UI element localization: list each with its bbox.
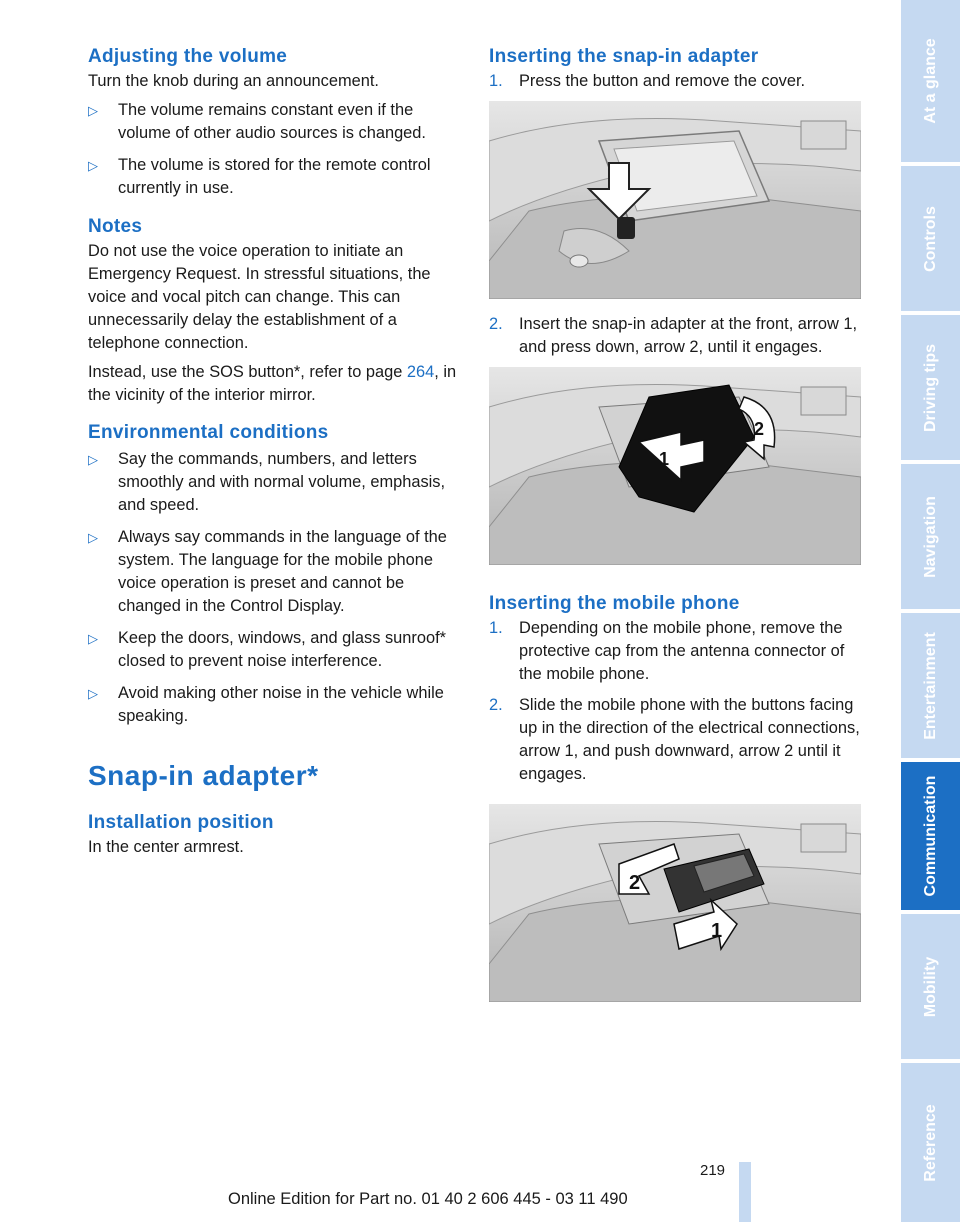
page-link-264[interactable]: 264 bbox=[406, 363, 435, 381]
page-marker-bar bbox=[739, 1162, 751, 1222]
list-item: 1. Press the button and remove the cover. bbox=[489, 72, 806, 90]
arrow-label-1: 1 bbox=[659, 449, 670, 469]
section-heading-phone: Inserting the mobile phone bbox=[489, 593, 740, 614]
volume-intro: Turn the knob during an announcement. bbox=[88, 72, 379, 90]
page-number: 219 bbox=[700, 1162, 726, 1179]
installation-text: In the center armrest. bbox=[88, 838, 244, 856]
triangle-bullet-icon: ▷ bbox=[88, 452, 98, 467]
tab-at-a-glance[interactable]: At a glance bbox=[901, 0, 960, 162]
photo-insert-adapter bbox=[489, 367, 861, 565]
volume-bullet-list bbox=[88, 99, 463, 200]
list-item: 1. Depending on the mobile phone, remove the protective cap from the antenna connector of the mobile phone. bbox=[489, 619, 845, 683]
triangle-bullet-icon: ▷ bbox=[88, 530, 98, 545]
photo-remove-cover bbox=[489, 101, 861, 299]
list-item: ▷ Keep the doors, windows, and glass sunroof* closed to prevent noise interference. bbox=[88, 629, 447, 670]
triangle-bullet-icon: ▷ bbox=[88, 103, 98, 118]
adapter-steps-2 bbox=[489, 313, 861, 359]
section-heading-volume: Adjusting the volume bbox=[88, 46, 288, 67]
chapter-tabs bbox=[901, 0, 960, 1222]
notes-paragraph: Do not use the voice operation to initiate an Emergency Request. In stressful situations, the voice and vocal pitch can change. This can unnecessarily delay the establishment of a telephone connection. bbox=[88, 242, 431, 352]
adapter-steps-1 bbox=[489, 70, 861, 93]
tab-mobility[interactable]: Mobility bbox=[901, 914, 960, 1059]
list-item: ▷ Avoid making other noise in the vehicle while speaking. bbox=[88, 684, 444, 725]
triangle-bullet-icon: ▷ bbox=[88, 158, 98, 173]
arrow-label-2: 2 bbox=[754, 419, 765, 439]
list-item: ▷ The volume is stored for the remote control currently in use. bbox=[88, 156, 431, 197]
section-heading-notes: Notes bbox=[88, 216, 143, 237]
list-item: 2. Slide the mobile phone with the buttons facing up in the direction of the electrical connections, arrow 1, and push downward, arrow 2 until it engages. bbox=[489, 696, 860, 783]
phone-steps bbox=[489, 617, 861, 786]
right-column bbox=[489, 44, 861, 1002]
chapter-heading-snapin: Snap-in adapter* bbox=[88, 760, 319, 791]
section-heading-adapter: Inserting the snap-in adapter bbox=[489, 46, 759, 67]
notes-sos-paragraph: Instead, use the SOS button*, refer to page 264, in the vicinity of the interior mirror. bbox=[88, 363, 457, 404]
left-column bbox=[88, 44, 463, 859]
tab-navigation[interactable]: Navigation bbox=[901, 464, 960, 609]
list-item: ▷ The volume remains constant even if the volume of other audio sources is changed. bbox=[88, 101, 426, 142]
triangle-bullet-icon: ▷ bbox=[88, 631, 98, 646]
tab-controls[interactable]: Controls bbox=[901, 166, 960, 311]
arrow-label-1: 1 bbox=[711, 920, 723, 942]
tab-reference[interactable]: Reference bbox=[901, 1063, 960, 1222]
tab-driving-tips[interactable]: Driving tips bbox=[901, 315, 960, 460]
list-item: ▷ Say the commands, numbers, and letters smoothly and with normal volume, emphasis, and speed. bbox=[88, 450, 446, 514]
list-item: ▷ Always say commands in the language of the system. The language for the mobile phone voice operation is preset and cannot be changed in the Control Display. bbox=[88, 528, 447, 615]
section-heading-environment: Environmental conditions bbox=[88, 422, 329, 443]
tab-entertainment[interactable]: Entertainment bbox=[901, 613, 960, 758]
section-heading-installation: Installation position bbox=[88, 812, 274, 833]
list-item: 2. Insert the snap-in adapter at the front, arrow 1, and press down, arrow 2, until it engages. bbox=[489, 315, 858, 356]
photo-insert-phone bbox=[489, 804, 861, 1002]
triangle-bullet-icon: ▷ bbox=[88, 686, 98, 701]
environment-bullet-list bbox=[88, 448, 463, 728]
tab-communication[interactable]: Communication bbox=[901, 762, 960, 910]
footer-text: Online Edition for Part no. 01 40 2 606 445 - 03 11 490 bbox=[228, 1190, 628, 1208]
arrow-label-2: 2 bbox=[629, 872, 641, 894]
